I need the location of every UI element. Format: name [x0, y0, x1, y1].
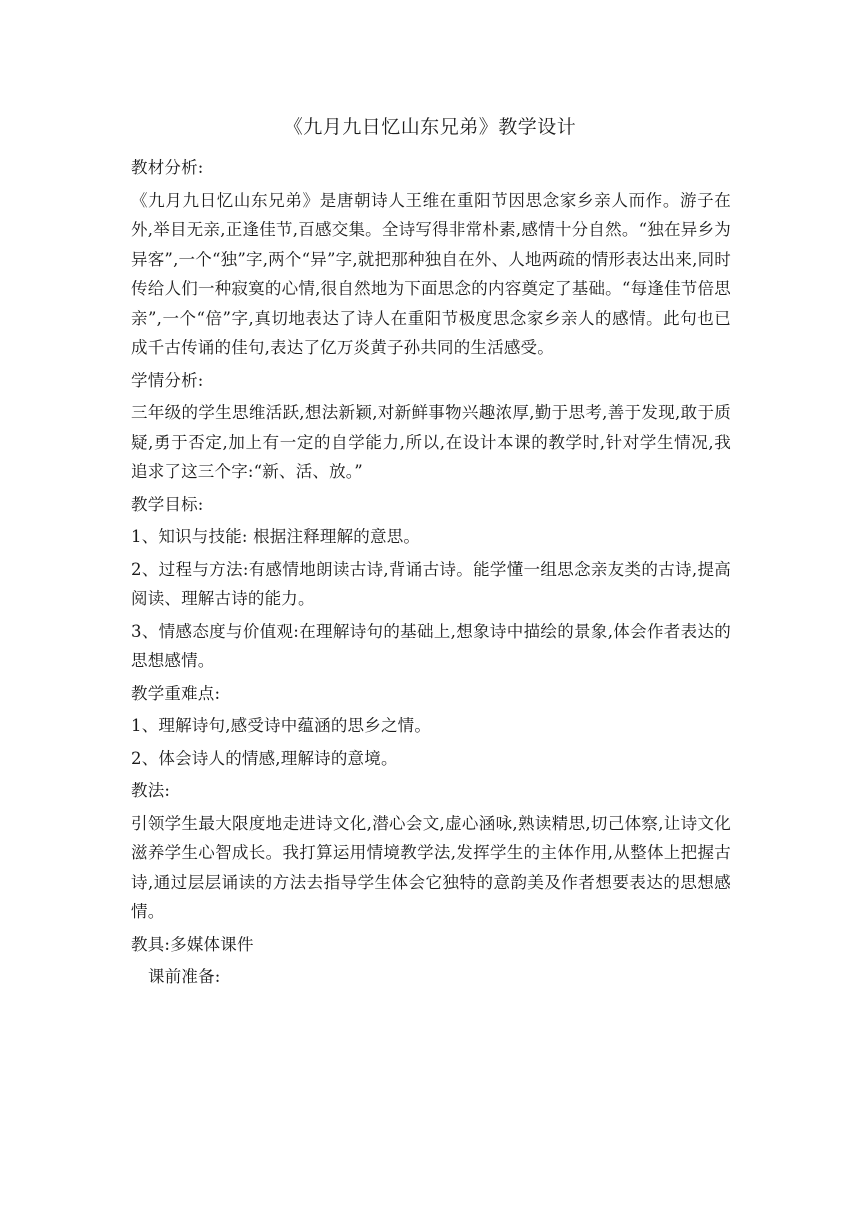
key-point-2: 2、体会诗人的情感,理解诗的意境。 — [131, 748, 398, 768]
section-heading-teaching-goals: 教学目标: — [131, 494, 204, 514]
goal-item-3: 3、情感态度与价值观:在理解诗句的基础上,想象诗中描绘的景象,体会作者表达的思想感情。 — [131, 621, 731, 670]
paragraph-student-analysis: 三年级的学生思维活跃,想法新颖,对新鲜事物兴趣浓厚,勤于思考,善于发现,敢于质疑,勇于否定,加上有一定的自学能力,所以,在设计本课的教学时,针对学生情况,我追求了这三个字:“新、活、放。” — [131, 403, 731, 481]
section-heading-preparation: 课前准备: — [148, 967, 221, 986]
key-point-1: 1、理解诗句,感受诗中蕴涵的思乡之情。 — [131, 716, 432, 735]
section-heading-key-points: 教学重难点: — [131, 683, 221, 703]
section-heading-textbook-analysis: 教材分析: — [131, 158, 204, 177]
paragraph-textbook-analysis: 《九月九日忆山东兄弟》是唐朝诗人王维在重阳节因思念家乡亲人而作。游子在外,举目无亲,正逢佳节,百感交集。全诗写得非常朴素,感情十分自然。“独在异乡为异客”,一个“独”字,两个“异”字,就把那种独自在外、人地两疏的情形表达出来,同时传给人们一种寂寞的心情,很自然地为下面思念的内容奠定了基础。“每逢佳节倍思亲”,一个“倍”字,真切地表达了诗人在重阳节极度思念家乡亲人的感情。此句也已成千古传诵的佳句,表达了亿万炎黄子孙共同的生活感受。 — [131, 190, 731, 357]
document-title: 《九月九日忆山东兄弟》教学设计 — [283, 116, 577, 138]
section-heading-teaching-method: 教法: — [131, 781, 171, 800]
teaching-aids: 教具:多媒体课件 — [131, 934, 254, 954]
goal-item-2: 2、过程与方法:有感情地朗读古诗,背诵古诗。能学懂一组思念亲友类的古诗,提高阅读、理解古诗的能力。 — [131, 559, 731, 608]
section-heading-student-analysis: 学情分析: — [131, 370, 204, 390]
paragraph-teaching-method: 引领学生最大限度地走进诗文化,潜心会文,虚心涵咏,熟读精思,切己体察,让诗文化滋养学生心智成长。我打算运用情境教学法,发挥学生的主体作用,从整体上把握古诗,通过层层诵读的方法去指导学生体会它独特的意韵美及作者想要表达的思想感情。 — [131, 813, 731, 921]
goal-item-1: 1、知识与技能: 根据注释理解的意思。 — [131, 527, 421, 546]
document-body — [131, 153, 731, 995]
